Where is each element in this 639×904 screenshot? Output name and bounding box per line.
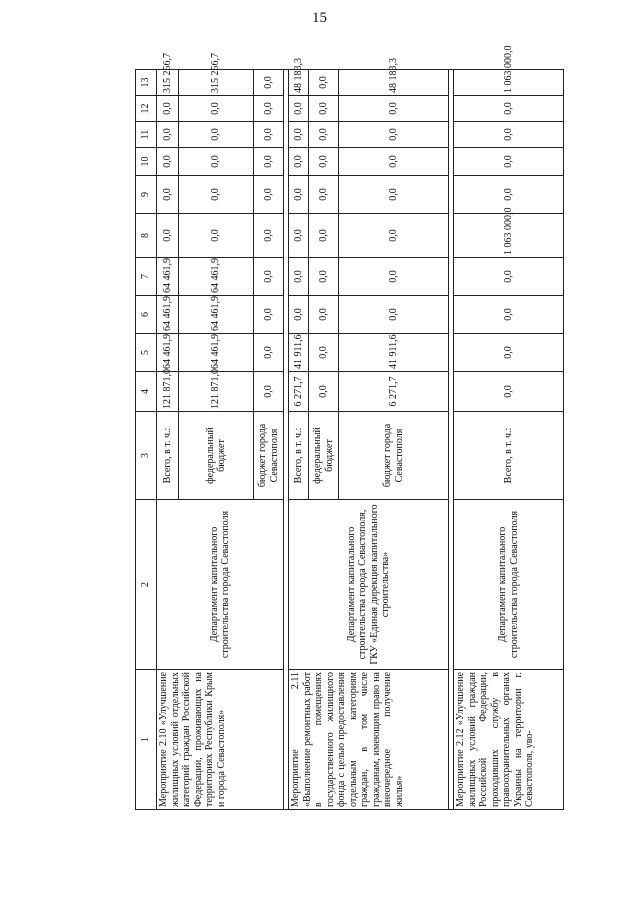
header-cell: 9 — [136, 176, 157, 214]
header-cell: 3 — [136, 412, 157, 500]
financing-table — [135, 45, 564, 810]
value-cell: 0,0 — [157, 148, 179, 176]
value-cell: 0,0 — [254, 214, 284, 258]
value-cell: 0,0 — [454, 258, 564, 296]
measure-2-12-department: Департамент капитального строительства города Севастополя — [454, 500, 564, 670]
value-cell: 0,0 — [157, 214, 179, 258]
value-cell: 0,0 — [179, 122, 254, 148]
total-cell: 0,0 — [309, 70, 339, 96]
header-cell: 8 — [136, 214, 157, 258]
total-cell: 48 183,3 — [289, 70, 309, 96]
table-row — [289, 70, 309, 810]
measure-2-10-department: Департамент капитального строительства города Севастополя — [157, 500, 284, 670]
total-cell: 48 183,3 — [339, 70, 449, 96]
value-cell: 0,0 — [289, 96, 309, 122]
value-cell: 0,0 — [254, 334, 284, 372]
source-cell: Всего, в т. ч.: — [157, 412, 179, 500]
total-cell: 1 063 000,0 — [454, 70, 564, 96]
value-cell: 6 271,7 — [289, 372, 309, 412]
header-cell: 1 — [136, 670, 157, 810]
value-cell: 0,0 — [454, 334, 564, 372]
value-cell: 41 911,6 — [289, 334, 309, 372]
value-cell: 0,0 — [254, 372, 284, 412]
measure-2-10-title: Мероприятие 2.10 «Улучшение жилищных условий отдельных категорий граждан Российской Федерации, проживающих на территориях Республики Крым и города Севастополя» — [157, 670, 284, 810]
source-cell: федеральный бюджет — [179, 412, 254, 500]
value-cell: 0,0 — [179, 96, 254, 122]
value-cell: 0,0 — [157, 176, 179, 214]
header-cell: 7 — [136, 258, 157, 296]
header-cell: 12 — [136, 96, 157, 122]
value-cell: 0,0 — [454, 122, 564, 148]
value-cell: 0,0 — [339, 148, 449, 176]
source-cell: бюджет города Севастополя — [339, 412, 449, 500]
value-cell: 0,0 — [339, 176, 449, 214]
value-cell: 0,0 — [309, 372, 339, 412]
value-cell: 0,0 — [289, 214, 309, 258]
value-cell: 0,0 — [309, 296, 339, 334]
measure-2-11-department: Департамент капитального строительства города Севастополя, ГКУ «Единая дирекция капитального строительства» — [289, 500, 449, 670]
value-cell: 64 461,9 — [157, 258, 179, 296]
value-cell: 64 461,9 — [179, 258, 254, 296]
value-cell: 0,0 — [157, 122, 179, 148]
value-cell: 0,0 — [454, 296, 564, 334]
value-cell: 0,0 — [454, 148, 564, 176]
value-cell: 0,0 — [309, 214, 339, 258]
value-cell: 0,0 — [339, 96, 449, 122]
value-cell: 0,0 — [289, 122, 309, 148]
value-cell: 0,0 — [309, 176, 339, 214]
value-cell: 64 461,9 — [157, 296, 179, 334]
header-cell: 6 — [136, 296, 157, 334]
total-cell: 315 256,7 — [157, 70, 179, 96]
table-header-row — [136, 70, 157, 810]
header-cell: 4 — [136, 372, 157, 412]
header-cell: 11 — [136, 122, 157, 148]
value-cell: 0,0 — [179, 176, 254, 214]
header-cell: 2 — [136, 500, 157, 670]
value-cell: 0,0 — [157, 96, 179, 122]
value-cell: 0,0 — [454, 372, 564, 412]
value-cell: 0,0 — [339, 122, 449, 148]
table-row — [454, 70, 564, 810]
value-cell: 6 271,7 — [339, 372, 449, 412]
rotated-table-container — [135, 45, 561, 810]
value-cell: 0,0 — [454, 96, 564, 122]
value-cell: 0,0 — [179, 148, 254, 176]
value-cell: 64 461,9 — [179, 296, 254, 334]
value-cell: 0,0 — [179, 214, 254, 258]
value-cell: 0,0 — [309, 148, 339, 176]
source-cell: бюджет города Севастополя — [254, 412, 284, 500]
value-cell: 41 911,6 — [339, 334, 449, 372]
value-cell: 0,0 — [309, 334, 339, 372]
header-cell: 13 — [136, 70, 157, 96]
value-cell: 0,0 — [339, 214, 449, 258]
measure-2-12-title: Мероприятие 2.12 «Улучшение жилищных условий граждан Российской Федерации, проходивших службу в правоохранительных органах Украины на территории г. Севастополя, уво- — [454, 670, 564, 810]
value-cell: 64 461,9 — [157, 334, 179, 372]
value-cell: 0,0 — [254, 258, 284, 296]
value-cell: 0,0 — [289, 258, 309, 296]
value-cell: 0,0 — [289, 148, 309, 176]
source-cell: Всего, в т. ч.: — [454, 412, 564, 500]
value-cell: 0,0 — [309, 258, 339, 296]
value-cell: 0,0 — [289, 296, 309, 334]
value-cell: 0,0 — [339, 296, 449, 334]
header-cell: 5 — [136, 334, 157, 372]
value-cell: 0,0 — [339, 258, 449, 296]
table-row — [157, 70, 179, 810]
total-cell: 0,0 — [254, 70, 284, 96]
value-cell: 121 871,0 — [179, 372, 254, 412]
value-cell: 1 063 000,0 — [454, 214, 564, 258]
value-cell: 0,0 — [454, 176, 564, 214]
source-cell: Всего, в т. ч.: — [289, 412, 309, 500]
value-cell: 0,0 — [254, 96, 284, 122]
value-cell: 0,0 — [309, 96, 339, 122]
value-cell: 0,0 — [254, 296, 284, 334]
value-cell: 121 871,0 — [157, 372, 179, 412]
value-cell: 0,0 — [254, 122, 284, 148]
total-cell: 315 256,7 — [179, 70, 254, 96]
source-cell: федеральный бюджет — [309, 412, 339, 500]
measure-2-11-title: Мероприятие 2.11 «Выполнение ремонтных работ в помещениях государственного жилищного фонда с целью предоставления отдельным категориям граждан, в том числе гражданам, имеющим право на внеочередное получение жилья» — [289, 670, 449, 810]
value-cell: 0,0 — [309, 122, 339, 148]
header-cell: 10 — [136, 148, 157, 176]
value-cell: 0,0 — [254, 148, 284, 176]
value-cell: 64 461,9 — [179, 334, 254, 372]
page-number: 15 — [312, 10, 327, 26]
value-cell: 0,0 — [289, 176, 309, 214]
value-cell: 0,0 — [254, 176, 284, 214]
